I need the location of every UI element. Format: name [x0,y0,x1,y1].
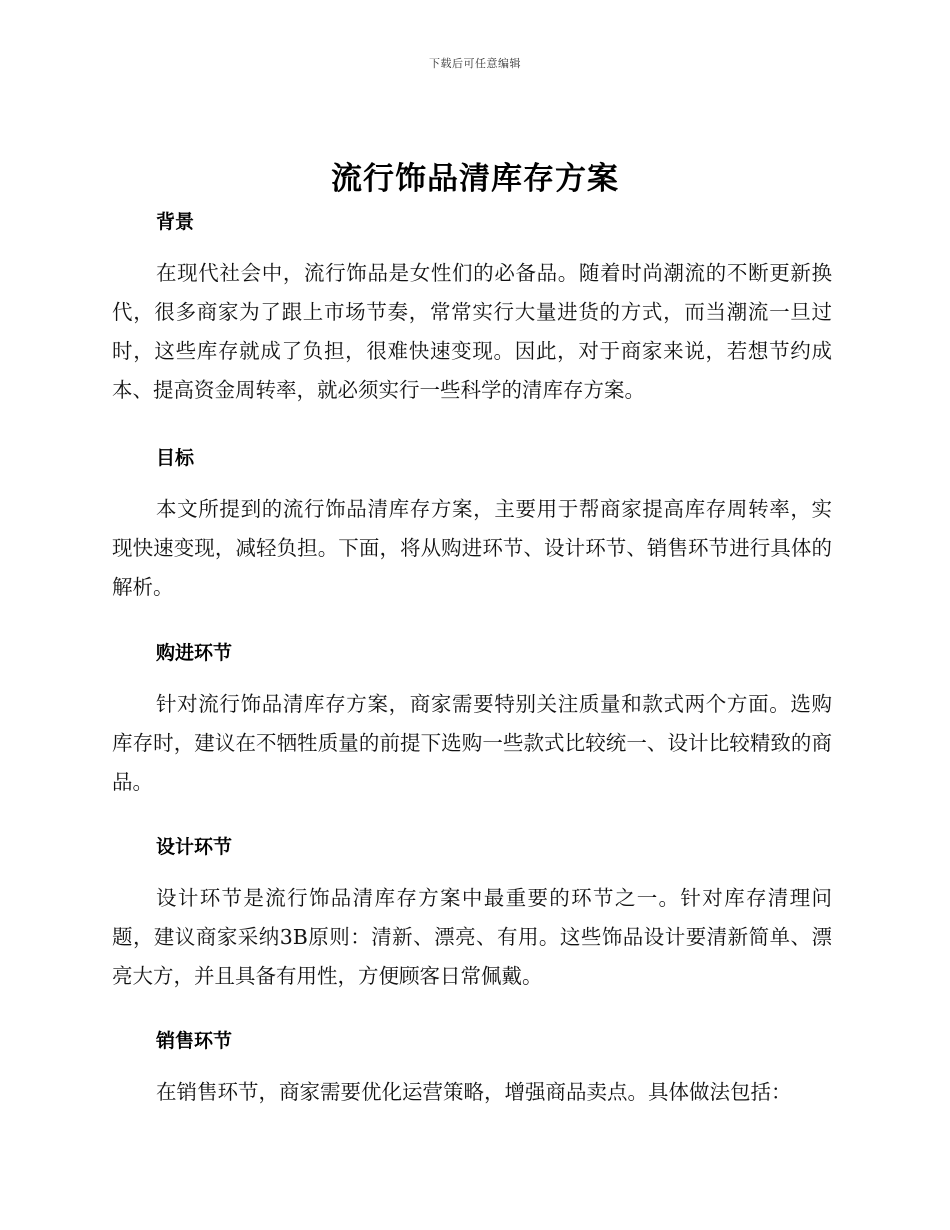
section-paragraph-sales: 在销售环节，商家需要优化运营策略，增强商品卖点。具体做法包括： [156,1080,792,1104]
section-heading-background: 背景 [156,211,195,233]
document-title: 流行饰品清库存方案 [331,161,619,197]
section-paragraph-purchasing: 针对流行饰品清库存方案，商家需要特别关注质量和款式两个方面。选购库存时，建议在不牺牲质量的前提下选购一些款式比较统一、设计比较精致的商品。 [112,692,832,794]
section-paragraph-goal: 本文所提到的流行饰品清库存方案，主要用于帮商家提高库存周转率，实现快速变现，减轻负担。下面，将从购进环节、设计环节、销售环节进行具体的解析。 [112,497,832,599]
section-heading-sales: 销售环节 [156,1030,233,1052]
section-heading-purchasing: 购进环节 [156,642,233,664]
header-note: 下载后可任意编辑 [429,57,521,70]
section-heading-goal: 目标 [156,447,195,469]
section-paragraph-background: 在现代社会中，流行饰品是女性们的必备品。随着时尚潮流的不断更新换代，很多商家为了跟上市场节奏，常常实行大量进货的方式，而当潮流一旦过时，这些库存就成了负担，很难快速变现。因此，对于商家来说，若想节约成本、提高资金周转率，就必须实行一些科学的清库存方案。 [112,261,832,402]
section-paragraph-design: 设计环节是流行饰品清库存方案中最重要的环节之一。针对库存清理问题，建议商家采纳3B原则：清新、漂亮、有用。这些饰品设计要清新简单、漂亮大方，并且具备有用性，方便顾客日常佩戴。 [112,886,832,988]
section-heading-design: 设计环节 [156,836,233,858]
